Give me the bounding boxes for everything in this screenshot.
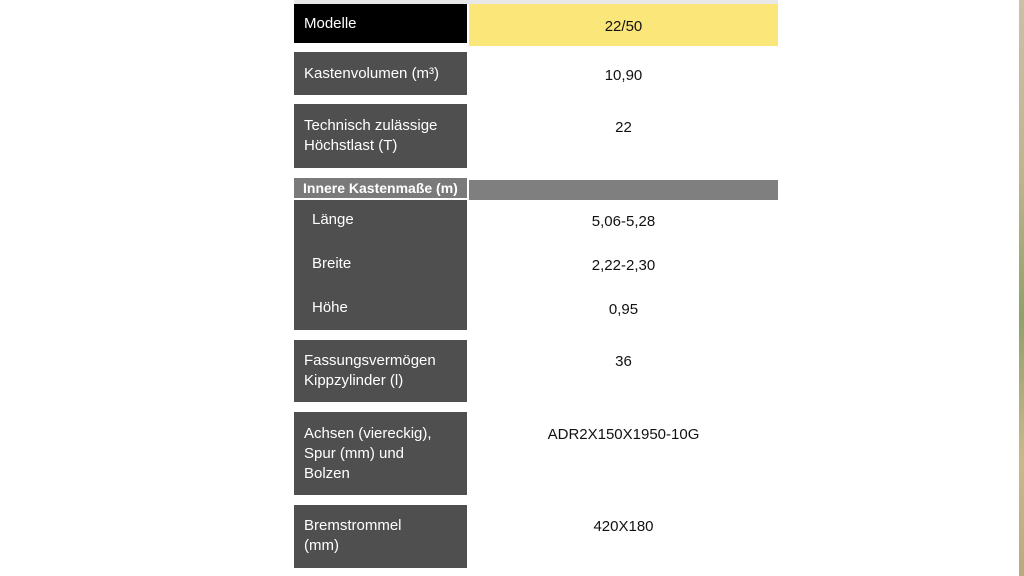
section-item-label-breite: Breite [312, 255, 352, 272]
header-label: Modelle [304, 15, 357, 32]
row-value: 10,90 [604, 67, 643, 84]
row-value: 420X180 [593, 518, 654, 535]
section-item-value-laenge [469, 212, 778, 232]
section-bar [469, 180, 778, 200]
row-label-line: Technisch zulässige [304, 117, 438, 134]
section-item-label-hoehe: Höhe [312, 299, 348, 316]
row-value: 2,22-2,30 [591, 257, 656, 274]
row-label-line: Bolzen [304, 465, 350, 482]
row-value-achsen [469, 425, 778, 445]
section-title: Innere Kastenmaße (m) [303, 180, 458, 196]
row-label-line: Achsen (viereckig), [304, 425, 432, 442]
row-label-line: Kippzylinder (l) [304, 372, 404, 389]
row-label-kastenvolumen [294, 52, 467, 95]
row-label-line: Höchstlast (T) [304, 137, 398, 154]
header-value: 22/50 [604, 18, 643, 35]
row-label-achsen [294, 412, 467, 495]
row-label-line: Fassungsvermögen [304, 352, 436, 369]
row-value: ADR2X150X1950-10G [547, 426, 700, 443]
row-label-bremstrommel [294, 505, 467, 568]
header-value-cell [469, 4, 778, 46]
row-value-bremstrommel [469, 517, 778, 537]
row-label: Kastenvolumen (m³) [304, 65, 440, 82]
section-item-label-laenge: Länge [312, 211, 354, 228]
row-value: 5,06-5,28 [591, 213, 656, 230]
header-label-cell [294, 4, 467, 43]
row-value-kastenvolumen [469, 66, 778, 86]
row-label-fassungsvermoegen [294, 340, 467, 402]
section-item-value-breite [469, 256, 778, 276]
spec-table [294, 0, 778, 576]
row-label-line: Bremstrommel [304, 517, 402, 534]
row-label-hoechstlast [294, 104, 467, 168]
row-value-hoechstlast [469, 118, 778, 138]
row-label-line: (mm) [304, 537, 339, 554]
background-image-edge [1019, 0, 1024, 576]
row-value: 36 [615, 353, 632, 370]
section-title-cell [294, 178, 467, 198]
row-value: 22 [615, 119, 632, 136]
row-value: 0,95 [608, 301, 639, 318]
section-item-value-hoehe [469, 300, 778, 320]
row-value-fassungsvermoegen [469, 352, 778, 372]
row-label-line: Spur (mm) und [304, 445, 405, 462]
